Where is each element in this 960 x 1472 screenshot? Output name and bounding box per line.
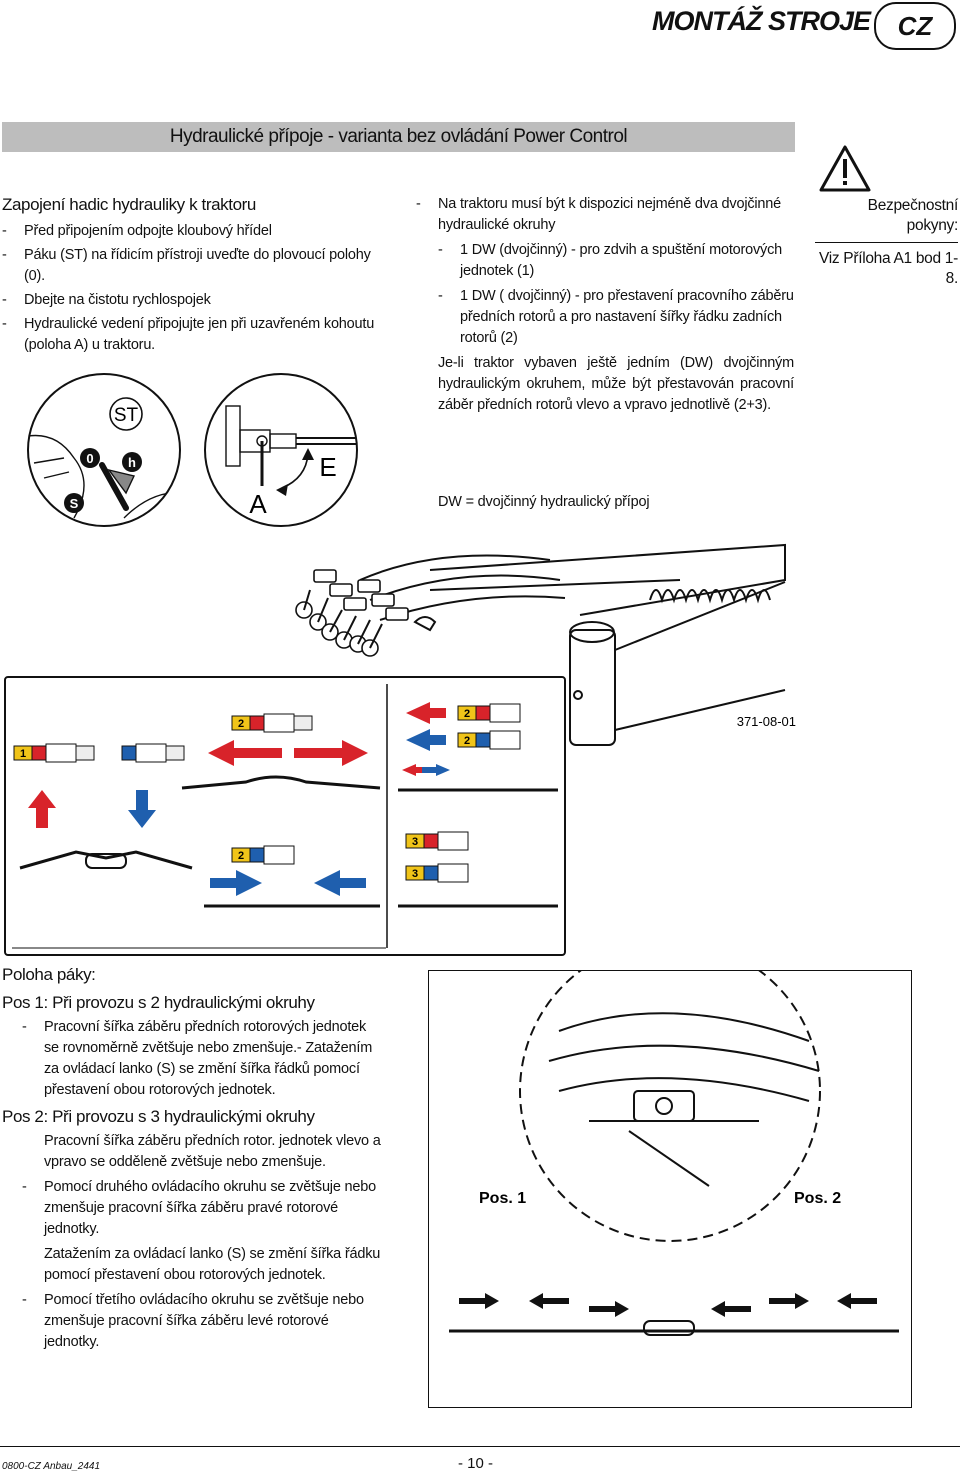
pos1-heading: Pos 1: Při provozu s 2 hydraulickými okruhy (2, 993, 315, 1012)
safety-note (815, 196, 958, 289)
valve-closed-a-label: A (249, 489, 267, 519)
language-badge: CZ (874, 2, 956, 50)
position-figure-panel (428, 970, 912, 1408)
circuit-number: 2 (463, 735, 471, 747)
footer-doc-id: 0800-CZ Anbau_2441 (2, 1461, 101, 1472)
valve-figure (196, 368, 366, 530)
list-item: - Pomocí třetího ovládacího okruhu se zvětšuje nebo zmenšuje pracovní šířka záběru levé rotorové jednotky. (22, 1292, 364, 1350)
section-heading: Zapojení hadic hydrauliky k traktoru (2, 195, 256, 214)
circuit-number: 2 (463, 708, 471, 720)
cable-s-label: S (69, 496, 79, 511)
middle-section (416, 194, 794, 416)
sub-list-item: - 1 DW (dvojčinný) - pro zdvih a spuštění motorových jednotek (1) (438, 242, 783, 279)
paragraph: Je-li traktor vybaven ještě jedním (DW) dvojčinným hydraulickým okruhem, může být přestavován pracovní záběr předních rotorů vlevo a vpravo jednotlivě (2+3). (438, 355, 794, 413)
circuit-number: 2 (237, 718, 245, 730)
paragraph: Zatažením za ovládací lanko (S) se změní šířka řádku pomocí přestavení obou rotorových jednotek. (44, 1246, 381, 1283)
circuit-number: 2 (237, 850, 245, 862)
circuit-number: 1 (19, 748, 27, 760)
page-header-title: MONTÁŽ STROJE (651, 6, 870, 36)
valve-open-e-label: E (319, 452, 337, 482)
list-item: - Na traktoru musí být k dispozici nejméně dva dvojčinné hydraulické okruhy (416, 196, 782, 233)
pos2-label: Pos. 2 (794, 1190, 842, 1207)
page-number: - 10 - (458, 1455, 494, 1472)
pos2-heading: Pos 2: Při provozu s 3 hydraulickými okruhy (2, 1107, 315, 1126)
function-diagram-panel (4, 676, 566, 956)
lower-section (2, 965, 382, 1353)
lever-figure (14, 368, 194, 528)
list-item: - Pomocí druhého ovládacího okruhu se zvětšuje nebo zmenšuje pracovní šířka záběru pravé rotorové jednotky. (22, 1179, 376, 1237)
section-banner: Hydraulické přípoje - varianta bez ovládání Power Control (2, 122, 795, 152)
left-section (2, 195, 382, 356)
function-diagram (6, 678, 564, 954)
circuit-number: 3 (411, 868, 419, 880)
list-item: - Dbejte na čistotu rychlospojek (2, 292, 211, 308)
sub-list-item: - 1 DW ( dvojčinný) - pro přestavení pracovního záběru předních rotorů a pro nastavení šířky řádku zadních rotorů (2) (438, 288, 794, 346)
position-figure (429, 971, 911, 1407)
paragraph: Pracovní šířka záběru předních rotor. jednotek vlevo a vpravo se odděleně zvětšuje nebo zmenšuje. (44, 1133, 381, 1170)
dw-note: DW = dvojčinný hydraulický přípoj (438, 494, 650, 510)
list-item: - Páku (ST) na řídicím přístroji uveďte do plovoucí polohy (0). (2, 247, 371, 284)
footer-rule (0, 1446, 960, 1447)
list-item: - Před připojením odpojte kloubový hřídel (2, 223, 272, 239)
pos1-label: Pos. 1 (479, 1190, 527, 1207)
figure-code: 371-08-01 (736, 714, 796, 729)
list-item: - Hydraulické vedení připojujte jen při uzavřeném kohoutu (poloha A) u traktoru. (2, 316, 375, 353)
safety-reference: Viz Příloha A1 bod 1-8. (818, 250, 958, 287)
lever-position-h-label: h (128, 455, 136, 470)
warning-icon (818, 144, 872, 194)
circuit-number: 3 (411, 836, 419, 848)
lever-st-label: ST (113, 405, 139, 426)
safety-heading: Bezpečnostní pokyny: (867, 197, 958, 234)
section-heading: Poloha páky: (2, 965, 96, 984)
lever-position-zero-label: 0 (86, 451, 94, 466)
list-item: - Pracovní šířka záběru předních rotorových jednotek se rovnoměrně zvětšuje nebo zmenšuje.- Zatažením za ovládací lanko (S) se změní šířka řádků pomocí přestavení obou rotorových jednotek. (22, 1019, 373, 1098)
